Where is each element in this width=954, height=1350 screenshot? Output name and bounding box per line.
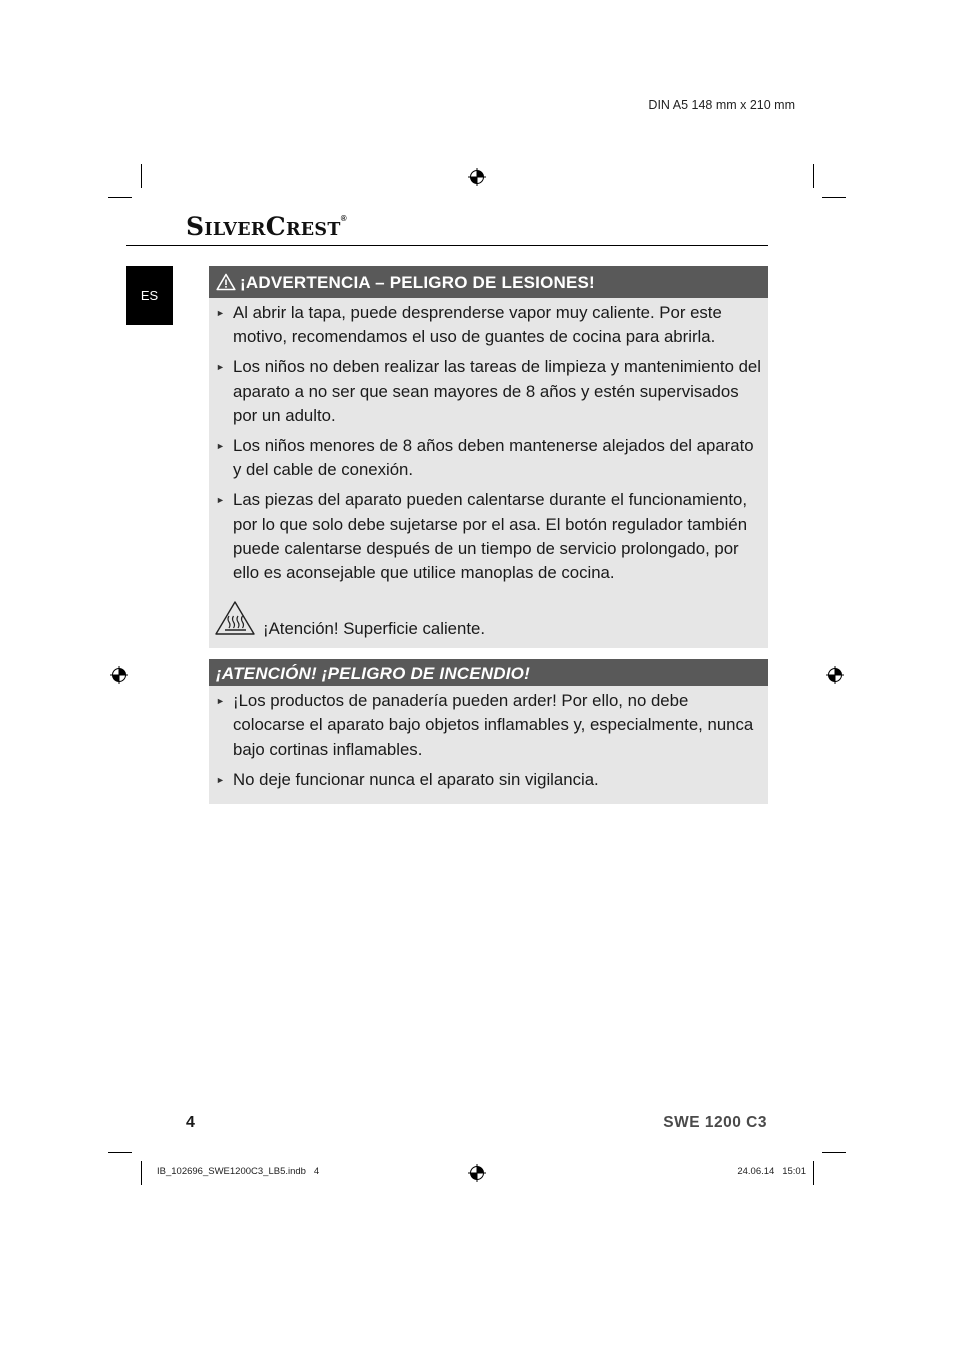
list-item: ► No deje funcionar nunca el aparato sin vigilancia. [209,768,762,792]
print-file-name: IB_102696_SWE1200C3_LB5.indb 4 [157,1166,320,1177]
registration-mark-icon [826,666,844,684]
crop-mark [141,164,142,188]
crop-mark [813,1161,814,1185]
registration-mark-icon [468,168,486,186]
hot-surface-notice [209,591,768,639]
fire-warning-box [209,659,768,804]
crop-mark [108,197,132,198]
hot-surface-text: ¡Atención! Superficie caliente. [263,619,486,639]
bullet-arrow-icon: ► [216,774,225,785]
fire-box-title: ¡ATENCIÓN! ¡PELIGRO DE INCENDIO! [209,659,768,686]
list-item: ► Los niños no deben realizar las tareas de limpieza y mantenimiento del aparato a no ser que sean mayores de 8 años y estén supervisados por un adulto. [216,357,761,425]
list-item: ► Al abrir la tapa, puede desprenderse vapor muy caliente. Por este motivo, recomendamos el uso de guantes de cocina para abrirla. [216,303,722,347]
crop-mark [141,1161,142,1185]
crop-mark [108,1152,132,1153]
warning-list [209,298,768,586]
registration-mark-icon [468,1164,486,1182]
bullet-arrow-icon: ► [216,308,225,318]
header-rule [126,245,768,246]
bullet-arrow-icon: ► [216,441,225,452]
language-tab: ES [126,266,173,325]
list-item: ► Las piezas del aparato pueden calentarse durante el funcionamiento, por lo que solo debe sujetarse por el asa. El botón regulador también puede calentarse después de un tiempo de servicio prolongado, por ello es aconsejable que utilice manoplas de cocina. [216,490,748,583]
hot-surface-icon [214,600,256,636]
bullet-arrow-icon: ► [216,362,225,373]
crop-mark [813,164,814,188]
crop-mark [822,197,846,198]
bullet-arrow-icon: ► [216,696,225,706]
warning-box-header [209,266,768,298]
brand-logo: SILVERCREST® [186,212,347,241]
print-timestamp: 24.06.14 15:01 [737,1166,806,1177]
warning-box-title: ¡ADVERTENCIA – PELIGRO DE LESIONES! [240,273,595,292]
warning-box [209,266,768,648]
fire-list [209,686,768,792]
registration-mark-icon [110,666,128,684]
warning-triangle-icon [216,273,236,291]
page-number: 4 [186,1114,195,1131]
list-item: ► ¡Los productos de panadería pueden arder! Por ello, no debe colocarse el aparato bajo objetos inflamables y, especialmente, nunca bajo cortinas inflamables. [216,691,754,759]
crop-mark [822,1152,846,1153]
bullet-arrow-icon: ► [216,495,225,506]
list-item: ► Los niños menores de 8 años deben mantenerse alejados del aparato y del cable de conexión. [216,436,754,480]
print-format-label: DIN A5 148 mm x 210 mm [648,98,795,112]
model-number: SWE 1200 C3 [663,1114,767,1131]
